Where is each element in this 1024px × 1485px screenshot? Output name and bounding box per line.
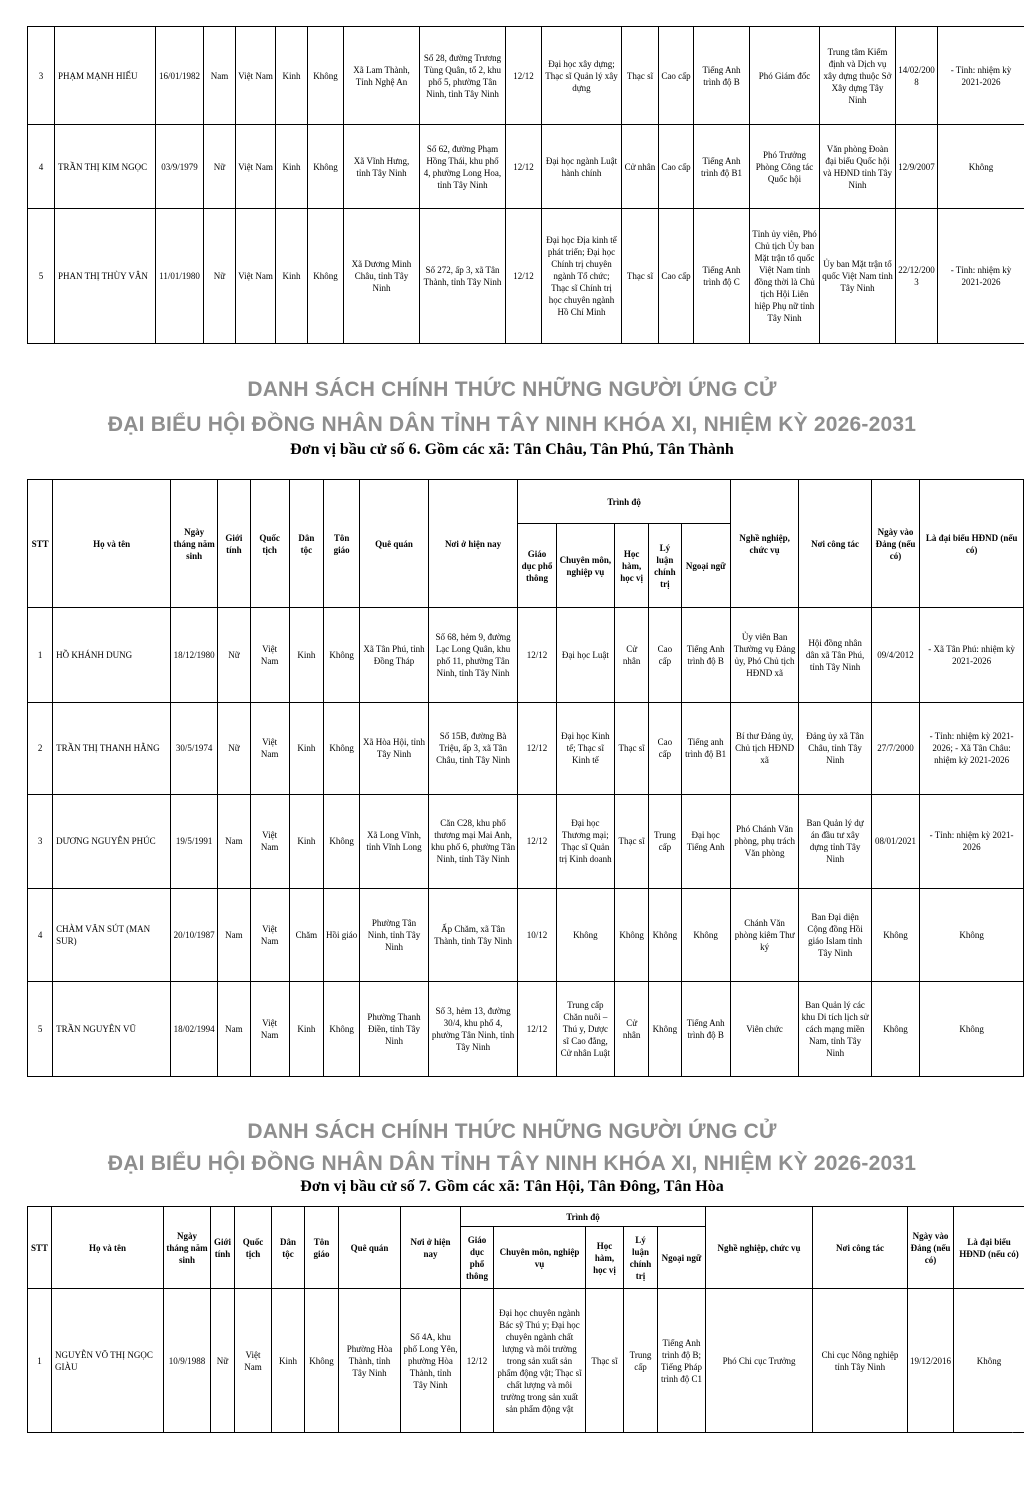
header-dob: Ngày tháng năm sinh bbox=[164, 1207, 211, 1289]
table-row bbox=[28, 702, 1024, 795]
cell-specialty: Không bbox=[556, 888, 614, 982]
header-residence: Nơi ở hiện nay bbox=[401, 1207, 461, 1289]
cell-occupation: Phó Chi cục Trưởng bbox=[706, 1289, 813, 1433]
cell-name: TRẦN THỊ KIM NGỌC bbox=[55, 125, 156, 209]
section-7-title-line2: ĐẠI BIỂU HỘI ĐỒNG NHÂN DÂN TỈNH TÂY NINH KHÓA XI, NHIỆM KỲ 2026-2031 bbox=[107, 1152, 917, 1175]
section-7-subtitle: Đơn vị bầu cử số 7. Gồm các xã: Tân Hội, Tân Đông, Tân Hòa bbox=[300, 1178, 724, 1195]
header-degree: Học hàm, học vị bbox=[615, 524, 649, 608]
header-delegate: Là đại biểu HĐND (nếu có) bbox=[920, 480, 1024, 608]
cell-hometown: Xã Dương Minh Châu, tỉnh Tây Ninh bbox=[344, 209, 420, 344]
cell-delegate: Không bbox=[920, 982, 1024, 1077]
cell-degree: Thạc sĩ bbox=[615, 795, 649, 889]
cell-ethnicity: Kinh bbox=[276, 125, 308, 209]
cell-specialty: Đại học Thương mại; Thạc sĩ Quản trị Kinh doanh bbox=[556, 795, 614, 889]
table-row bbox=[28, 608, 1024, 703]
cell-hometown: Xã Long Vĩnh, tỉnh Vĩnh Long bbox=[360, 795, 428, 889]
cell-specialty: Trung cấp Chăn nuôi – Thú y, Dược sĩ Cao đẳng, Cử nhân Luật bbox=[556, 982, 614, 1077]
cell-party-date: 19/12/2016 bbox=[908, 1289, 954, 1433]
header-degree: Học hàm, học vị bbox=[586, 1227, 624, 1289]
cell-politics: Cao cấp bbox=[659, 125, 694, 209]
cell-specialty: Đại học Địa kinh tế phát triển; Đại học Chính trị chuyên ngành Tổ chức; Thạc sĩ Chính trị học chuyên ngành Hồ Chí Minh bbox=[542, 209, 622, 344]
cell-language: Tiếng Anh trình độ C bbox=[694, 209, 750, 344]
cell-stt: 1 bbox=[28, 608, 53, 703]
header-nationality: Quốc tịch bbox=[235, 1207, 272, 1289]
header-education-group: Trình độ bbox=[461, 1207, 706, 1227]
cell-general-education: 12/12 bbox=[518, 795, 556, 889]
section-6-title-line1: DANH SÁCH CHÍNH THỨC NHỮNG NGƯỜI ỨNG CỬ bbox=[247, 378, 777, 401]
cell-dob: 11/01/1980 bbox=[156, 209, 204, 344]
header-dob: Ngày tháng năm sinh bbox=[170, 480, 217, 608]
table-row bbox=[28, 125, 1024, 209]
cell-specialty: Đại học chuyên ngành Bác sỹ Thú y; Đại học chuyên ngành chất lượng và môi trường trong sản xuất sản phẩm động vật; Thạc sĩ chất lượng và môi trường trong sản xuất sản phẩm động vật bbox=[494, 1289, 586, 1433]
cell-workplace: Đảng ủy xã Tân Châu, tỉnh Tây Ninh bbox=[799, 702, 872, 795]
cell-workplace: Ban Quản lý các khu Di tích lịch sử cách mạng miền Nam, tỉnh Tây Ninh bbox=[799, 982, 872, 1077]
cell-party-date: 27/7/2000 bbox=[871, 702, 919, 795]
cell-ethnicity: Kinh bbox=[289, 702, 323, 795]
header-hometown: Quê quán bbox=[360, 480, 428, 608]
cell-residence: Ấp Chăm, xã Tân Thành, tỉnh Tây Ninh bbox=[428, 888, 518, 982]
cell-dob: 03/9/1979 bbox=[156, 125, 204, 209]
cell-religion: Không bbox=[324, 795, 360, 889]
cell-gender: Nam bbox=[218, 888, 250, 982]
cell-residence: Căn C28, khu phố thương mại Mai Anh, khu phố 6, phường Tân Ninh, tỉnh Tây Ninh bbox=[428, 795, 518, 889]
cell-religion: Không bbox=[308, 27, 344, 125]
cell-occupation: Phó Trưởng Phòng Công tác Quốc hội bbox=[750, 125, 820, 209]
cell-name: PHẠM MẠNH HIẾU bbox=[55, 27, 156, 125]
cell-occupation: Viên chức bbox=[730, 982, 798, 1077]
header-religion: Tôn giáo bbox=[305, 1207, 339, 1289]
cell-residence: Số 3, hẻm 13, đường 30/4, khu phố 4, phường Tân Ninh, tỉnh Tây Ninh bbox=[428, 982, 518, 1077]
header-specialty: Chuyên môn, nghiệp vụ bbox=[494, 1227, 586, 1289]
header-workplace: Nơi công tác bbox=[799, 480, 872, 608]
cell-name: NGUYỄN VÕ THỊ NGỌC GIÀU bbox=[52, 1289, 164, 1433]
header-party-date: Ngày vào Đảng (nếu có) bbox=[871, 480, 919, 608]
cell-ethnicity: Kinh bbox=[272, 1289, 305, 1433]
cell-name: DƯƠNG NGUYÊN PHÚC bbox=[53, 795, 171, 889]
cell-workplace: Văn phòng Đoàn đại biểu Quốc hội và HĐND tỉnh Tây Ninh bbox=[820, 125, 896, 209]
header-gender: Giới tính bbox=[218, 480, 250, 608]
header-name: Họ và tên bbox=[53, 480, 171, 608]
section-7-candidates-table bbox=[27, 1206, 1024, 1433]
cell-delegate: - Tỉnh: nhiệm kỳ 2021-2026 bbox=[938, 27, 1024, 125]
table-row bbox=[28, 795, 1024, 889]
cell-dob: 19/5/1991 bbox=[170, 795, 217, 889]
cell-dob: 18/02/1994 bbox=[170, 982, 217, 1077]
cell-delegate: - Tỉnh: nhiệm kỳ 2021-2026; - Xã Tân Châu: nhiệm kỳ 2021-2026 bbox=[920, 702, 1024, 795]
cell-language: Đại học Tiếng Anh bbox=[681, 795, 730, 889]
cell-specialty: Đại học Kinh tế; Thạc sĩ Kinh tế bbox=[556, 702, 614, 795]
cell-stt: 4 bbox=[28, 125, 55, 209]
cell-gender: Nữ bbox=[204, 209, 236, 344]
cell-workplace: Ban Đại diện Cộng đồng Hồi giáo Islam tỉnh Tây Ninh bbox=[799, 888, 872, 982]
cell-general-education: 12/12 bbox=[518, 702, 556, 795]
cell-occupation: Bí thư Đảng ủy, Chủ tịch HĐND xã bbox=[730, 702, 798, 795]
cell-general-education: 12/12 bbox=[518, 608, 556, 703]
cell-degree: Thạc sĩ bbox=[622, 27, 659, 125]
header-hometown: Quê quán bbox=[339, 1207, 401, 1289]
header-general-education: Giáo dục phổ thông bbox=[461, 1227, 494, 1289]
cell-hometown: Phường Tân Ninh, tỉnh Tây Ninh bbox=[360, 888, 428, 982]
cell-language: Tiếng Anh trình độ B; Tiếng Pháp trình độ C1 bbox=[658, 1289, 706, 1433]
cell-workplace: Trung tâm Kiểm định và Dịch vụ xây dựng thuộc Sở Xây dựng Tây Ninh bbox=[820, 27, 896, 125]
cell-party-date: 12/9/2007 bbox=[896, 125, 938, 209]
cell-religion: Không bbox=[305, 1289, 339, 1433]
cell-residence: Số 4A, khu phố Long Yên, phường Hòa Thành, tỉnh Tây Ninh bbox=[401, 1289, 461, 1433]
cell-hometown: Phường Thanh Điền, tỉnh Tây Ninh bbox=[360, 982, 428, 1077]
page-mark: · bbox=[1011, 1428, 1014, 1437]
cell-ethnicity: Kinh bbox=[276, 27, 308, 125]
header-religion: Tôn giáo bbox=[324, 480, 360, 608]
header-occupation: Nghề nghiệp, chức vụ bbox=[730, 480, 798, 608]
cell-degree: Thạc sĩ bbox=[615, 702, 649, 795]
header-ethnicity: Dân tộc bbox=[272, 1207, 305, 1289]
cell-politics: Không bbox=[649, 888, 681, 982]
cell-politics: Cao cấp bbox=[649, 702, 681, 795]
header-specialty: Chuyên môn, nghiệp vụ bbox=[556, 524, 614, 608]
cell-party-date: 14/02/2008 bbox=[896, 27, 938, 125]
header-politics: Lý luận chính trị bbox=[649, 524, 681, 608]
cell-stt: 5 bbox=[28, 982, 53, 1077]
cell-workplace: Chi cục Nông nghiệp tỉnh Tây Ninh bbox=[813, 1289, 908, 1433]
cell-stt: 3 bbox=[28, 795, 53, 889]
cell-nationality: Việt Nam bbox=[236, 125, 276, 209]
cell-stt: 3 bbox=[28, 27, 55, 125]
cell-workplace: Hội đồng nhân dân xã Tân Phú, tỉnh Tây Ninh bbox=[799, 608, 872, 703]
cell-stt: 1 bbox=[28, 1289, 52, 1433]
header-gender: Giới tính bbox=[211, 1207, 235, 1289]
cell-language: Tiếng Anh trình độ B1 bbox=[694, 125, 750, 209]
cell-party-date: Không bbox=[871, 888, 919, 982]
cell-politics: Cao cấp bbox=[649, 608, 681, 703]
cell-name: TRẦN THỊ THANH HẰNG bbox=[53, 702, 171, 795]
cell-nationality: Việt Nam bbox=[250, 795, 289, 889]
cell-hometown: Phường Hòa Thành, tỉnh Tây Ninh bbox=[339, 1289, 401, 1433]
table-row bbox=[28, 888, 1024, 982]
cell-gender: Nam bbox=[218, 982, 250, 1077]
cell-stt: 2 bbox=[28, 702, 53, 795]
cell-dob: 20/10/1987 bbox=[170, 888, 217, 982]
cell-general-education: 12/12 bbox=[461, 1289, 494, 1433]
cell-general-education: 10/12 bbox=[518, 888, 556, 982]
header-residence: Nơi ở hiện nay bbox=[428, 480, 518, 608]
cell-party-date: 09/4/2012 bbox=[871, 608, 919, 703]
cell-religion: Không bbox=[324, 608, 360, 703]
cell-degree: Cử nhân bbox=[615, 608, 649, 703]
cell-residence: Số 15B, đường Bà Triệu, ấp 3, xã Tân Châu, tỉnh Tây Ninh bbox=[428, 702, 518, 795]
cell-dob: 10/9/1988 bbox=[164, 1289, 211, 1433]
cell-degree: Thạc sĩ bbox=[586, 1289, 624, 1433]
cell-language: Không bbox=[681, 888, 730, 982]
table-row bbox=[28, 982, 1024, 1077]
cell-language: Tiếng Anh trình độ B bbox=[681, 608, 730, 703]
cell-religion: Không bbox=[308, 209, 344, 344]
header-language: Ngoại ngữ bbox=[681, 524, 730, 608]
cell-general-education: 12/12 bbox=[518, 982, 556, 1077]
cell-name: CHÀM VĂN SÚT (MAN SUR) bbox=[53, 888, 171, 982]
cell-party-date: 08/01/2021 bbox=[871, 795, 919, 889]
cell-dob: 16/01/1982 bbox=[156, 27, 204, 125]
cell-stt: 4 bbox=[28, 888, 53, 982]
table-row bbox=[28, 1289, 1024, 1433]
cell-delegate: Không bbox=[938, 125, 1024, 209]
cell-nationality: Việt Nam bbox=[250, 702, 289, 795]
cell-hometown: Xã Hòa Hội, tỉnh Tây Ninh bbox=[360, 702, 428, 795]
cell-hometown: Xã Lam Thành, Tỉnh Nghệ An bbox=[344, 27, 420, 125]
cell-dob: 18/12/1980 bbox=[170, 608, 217, 703]
cell-delegate: - Tỉnh: nhiệm kỳ 2021-2026 bbox=[920, 795, 1024, 889]
cell-religion: Hồi giáo bbox=[324, 888, 360, 982]
table-row bbox=[28, 209, 1024, 344]
cell-gender: Nam bbox=[218, 795, 250, 889]
cell-degree: Thạc sĩ bbox=[622, 209, 659, 344]
cell-general-education: 12/12 bbox=[506, 27, 542, 125]
cell-hometown: Xã Tân Phú, tỉnh Đồng Tháp bbox=[360, 608, 428, 703]
cell-general-education: 12/12 bbox=[506, 125, 542, 209]
header-politics: Lý luận chính trị bbox=[624, 1227, 658, 1289]
cell-name: HỒ KHÁNH DUNG bbox=[53, 608, 171, 703]
cell-nationality: Việt Nam bbox=[250, 982, 289, 1077]
cell-religion: Không bbox=[324, 702, 360, 795]
section-7-title-line1: DANH SÁCH CHÍNH THỨC NHỮNG NGƯỜI ỨNG CỬ bbox=[247, 1120, 777, 1143]
cell-ethnicity: Kinh bbox=[289, 982, 323, 1077]
cell-religion: Không bbox=[324, 982, 360, 1077]
cell-delegate: - Tỉnh: nhiệm kỳ 2021-2026 bbox=[938, 209, 1024, 344]
cell-residence: Số 62, đường Phạm Hồng Thái, khu phố 4, phường Long Hoa, tỉnh Tây Ninh bbox=[420, 125, 506, 209]
cell-religion: Không bbox=[308, 125, 344, 209]
cell-party-date: 22/12/2003 bbox=[896, 209, 938, 344]
header-stt: STT bbox=[28, 480, 53, 608]
cell-workplace: Ban Quản lý dự án đầu tư xây dựng tỉnh Tây Ninh bbox=[799, 795, 872, 889]
cell-specialty: Đại học ngành Luật hành chính bbox=[542, 125, 622, 209]
cell-occupation: Ủy viên Ban Thường vụ Đảng ủy, Phó Chủ tịch HĐND xã bbox=[730, 608, 798, 703]
section-6-subtitle: Đơn vị bầu cử số 6. Gồm các xã: Tân Châu, Tân Phú, Tân Thành bbox=[290, 441, 734, 458]
cell-residence: Số 68, hẻm 9, đường Lạc Long Quân, khu phố 11, phường Tân Ninh, tỉnh Tây Ninh bbox=[428, 608, 518, 703]
cell-politics: Cao cấp bbox=[659, 209, 694, 344]
cell-ethnicity: Chăm bbox=[289, 888, 323, 982]
cell-language: Tiếng Anh trình độ B bbox=[681, 982, 730, 1077]
cell-specialty: Đại học xây dựng; Thạc sĩ Quản lý xây dựng bbox=[542, 27, 622, 125]
section-6-title-line2: ĐẠI BIỂU HỘI ĐỒNG NHÂN DÂN TỈNH TÂY NINH KHÓA XI, NHIỆM KỲ 2026-2031 bbox=[107, 413, 917, 436]
cell-delegate: Không bbox=[920, 888, 1024, 982]
header-nationality: Quốc tịch bbox=[250, 480, 289, 608]
cell-ethnicity: Kinh bbox=[276, 209, 308, 344]
cell-delegate: Không bbox=[954, 1289, 1024, 1433]
header-general-education: Giáo dục phổ thông bbox=[518, 524, 556, 608]
section-6-candidates-table bbox=[27, 479, 1024, 1077]
table-row bbox=[28, 27, 1024, 125]
candidates-table-continued bbox=[27, 26, 1024, 344]
cell-nationality: Việt Nam bbox=[250, 608, 289, 703]
cell-residence: Số 272, ấp 3, xã Tân Thành, tỉnh Tây Ninh bbox=[420, 209, 506, 344]
cell-occupation: Phó Chánh Văn phòng, phụ trách Văn phòng bbox=[730, 795, 798, 889]
cell-specialty: Đại học Luật bbox=[556, 608, 614, 703]
header-name: Họ và tên bbox=[52, 1207, 164, 1289]
cell-party-date: Không bbox=[871, 982, 919, 1077]
cell-occupation: Chánh Văn phòng kiêm Thư ký bbox=[730, 888, 798, 982]
cell-gender: Nữ bbox=[211, 1289, 235, 1433]
cell-ethnicity: Kinh bbox=[289, 795, 323, 889]
header-ethnicity: Dân tộc bbox=[289, 480, 323, 608]
cell-degree: Cử nhân bbox=[615, 982, 649, 1077]
header-education-group: Trình độ bbox=[518, 480, 730, 524]
header-stt: STT bbox=[28, 1207, 52, 1289]
header-delegate: Là đại biểu HĐND (nếu có) bbox=[954, 1207, 1024, 1289]
cell-residence: Số 28, đường Trương Tùng Quân, tổ 2, khu phố 5, phường Tân Ninh, tỉnh Tây Ninh bbox=[420, 27, 506, 125]
cell-hometown: Xã Vĩnh Hưng, tỉnh Tây Ninh bbox=[344, 125, 420, 209]
cell-delegate: - Xã Tân Phú: nhiệm kỳ 2021-2026 bbox=[920, 608, 1024, 703]
cell-workplace: Ủy ban Mặt trận tổ quốc Việt Nam tỉnh Tây Ninh bbox=[820, 209, 896, 344]
cell-degree: Không bbox=[615, 888, 649, 982]
header-party-date: Ngày vào Đảng (nếu có) bbox=[908, 1207, 954, 1289]
cell-dob: 30/5/1974 bbox=[170, 702, 217, 795]
cell-ethnicity: Kinh bbox=[289, 608, 323, 703]
cell-nationality: Việt Nam bbox=[236, 27, 276, 125]
cell-stt: 5 bbox=[28, 209, 55, 344]
cell-language: Tiếng anh trình độ B1 bbox=[681, 702, 730, 795]
cell-politics: Cao cấp bbox=[659, 27, 694, 125]
cell-gender: Nữ bbox=[218, 608, 250, 703]
cell-occupation: Phó Giám đốc bbox=[750, 27, 820, 125]
cell-politics: Trung cấp bbox=[649, 795, 681, 889]
header-occupation: Nghề nghiệp, chức vụ bbox=[706, 1207, 813, 1289]
cell-general-education: 12/12 bbox=[506, 209, 542, 344]
cell-gender: Nam bbox=[204, 27, 236, 125]
cell-nationality: Việt Nam bbox=[236, 209, 276, 344]
header-workplace: Nơi công tác bbox=[813, 1207, 908, 1289]
cell-gender: Nữ bbox=[204, 125, 236, 209]
cell-politics: Không bbox=[649, 982, 681, 1077]
cell-degree: Cử nhân bbox=[622, 125, 659, 209]
cell-politics: Trung cấp bbox=[624, 1289, 658, 1433]
cell-occupation: Tỉnh ủy viên, Phó Chủ tịch Ủy ban Mặt trận tổ quốc Việt Nam tỉnh đồng thời là Chủ tịch Hội Liên hiệp Phụ nữ tỉnh Tây Ninh bbox=[750, 209, 820, 344]
header-language: Ngoại ngữ bbox=[658, 1227, 706, 1289]
cell-nationality: Việt Nam bbox=[250, 888, 289, 982]
cell-gender: Nữ bbox=[218, 702, 250, 795]
cell-language: Tiếng Anh trình độ B bbox=[694, 27, 750, 125]
cell-nationality: Việt Nam bbox=[235, 1289, 272, 1433]
cell-name: PHAN THỊ THÙY VÂN bbox=[55, 209, 156, 344]
cell-name: TRẦN NGUYÊN VŨ bbox=[53, 982, 171, 1077]
